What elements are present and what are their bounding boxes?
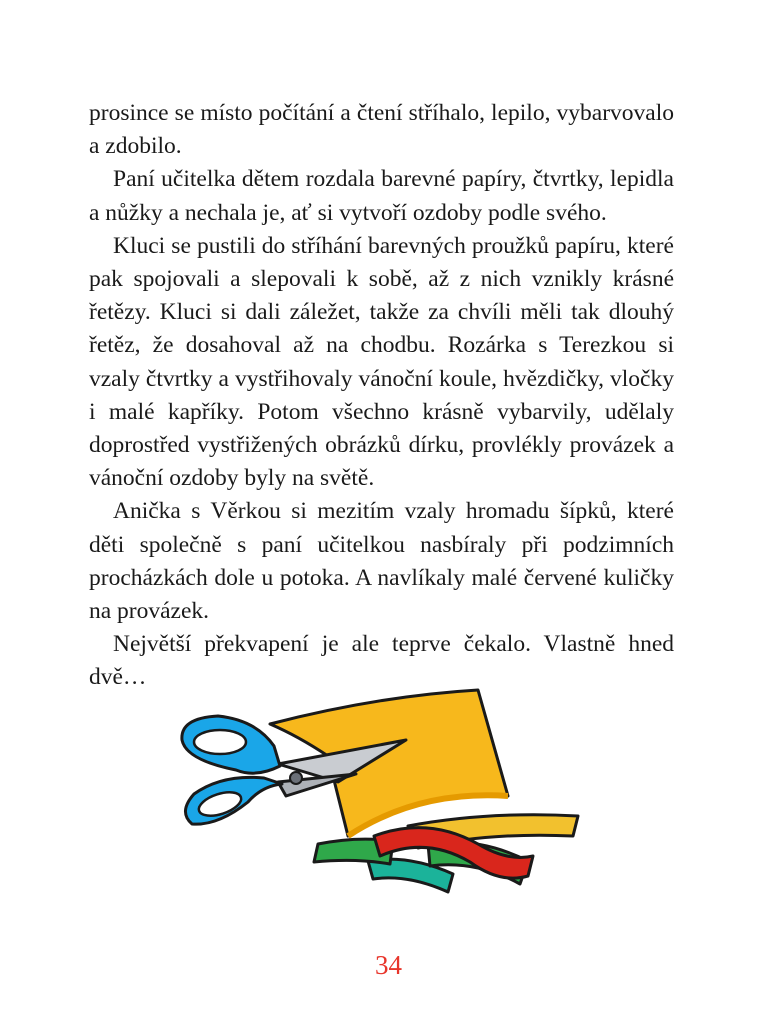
paragraph-3: Kluci se pustili do stříhání barevných proužků papíru, které pak spojovali a slepovali k sobě, až z nich vznikly krásné řetězy. Kluci si dali záležet, takže za chvíli měli tak dlouhý řetěz, že dosahoval až na chodbu. Rozárka s Terezkou si vzaly čtvrtky a vystřihovaly vánoční koule, hvězdičky, vločky i malé kapříky. Potom všechno krásně vybarvily, udělaly doprostřed vystřižených obrázků dírku, provlékly provázek a vánoční ozdoby byly na světě. bbox=[89, 232, 674, 492]
paragraph-1: prosince se místo počítání a čtení stříhalo, lepilo, vybarvovalo a zdobilo. bbox=[89, 100, 674, 160]
scissors-pivot bbox=[290, 772, 302, 784]
body-text bbox=[89, 97, 674, 695]
scissors-cutting-paper-icon bbox=[178, 686, 588, 916]
paragraph-2: Paní učitelka dětem rozdala barevné papíry, čtvrtky, lepidla a nůžky a nechala je, ať si vytvoří ozdoby podle svého. bbox=[89, 166, 674, 226]
page-number: 34 bbox=[375, 950, 402, 980]
paragraph-5: Největší překvapení je ale teprve čekalo. Vlastně hned dvě… bbox=[89, 631, 674, 691]
paragraph-4: Anička s Věrkou si mezitím vzaly hromadu šípků, které děti společně s paní učitelkou nasbíraly při podzimních procházkách dole u potoka. A navlíkaly malé červené kuličky na provázek. bbox=[89, 498, 674, 625]
